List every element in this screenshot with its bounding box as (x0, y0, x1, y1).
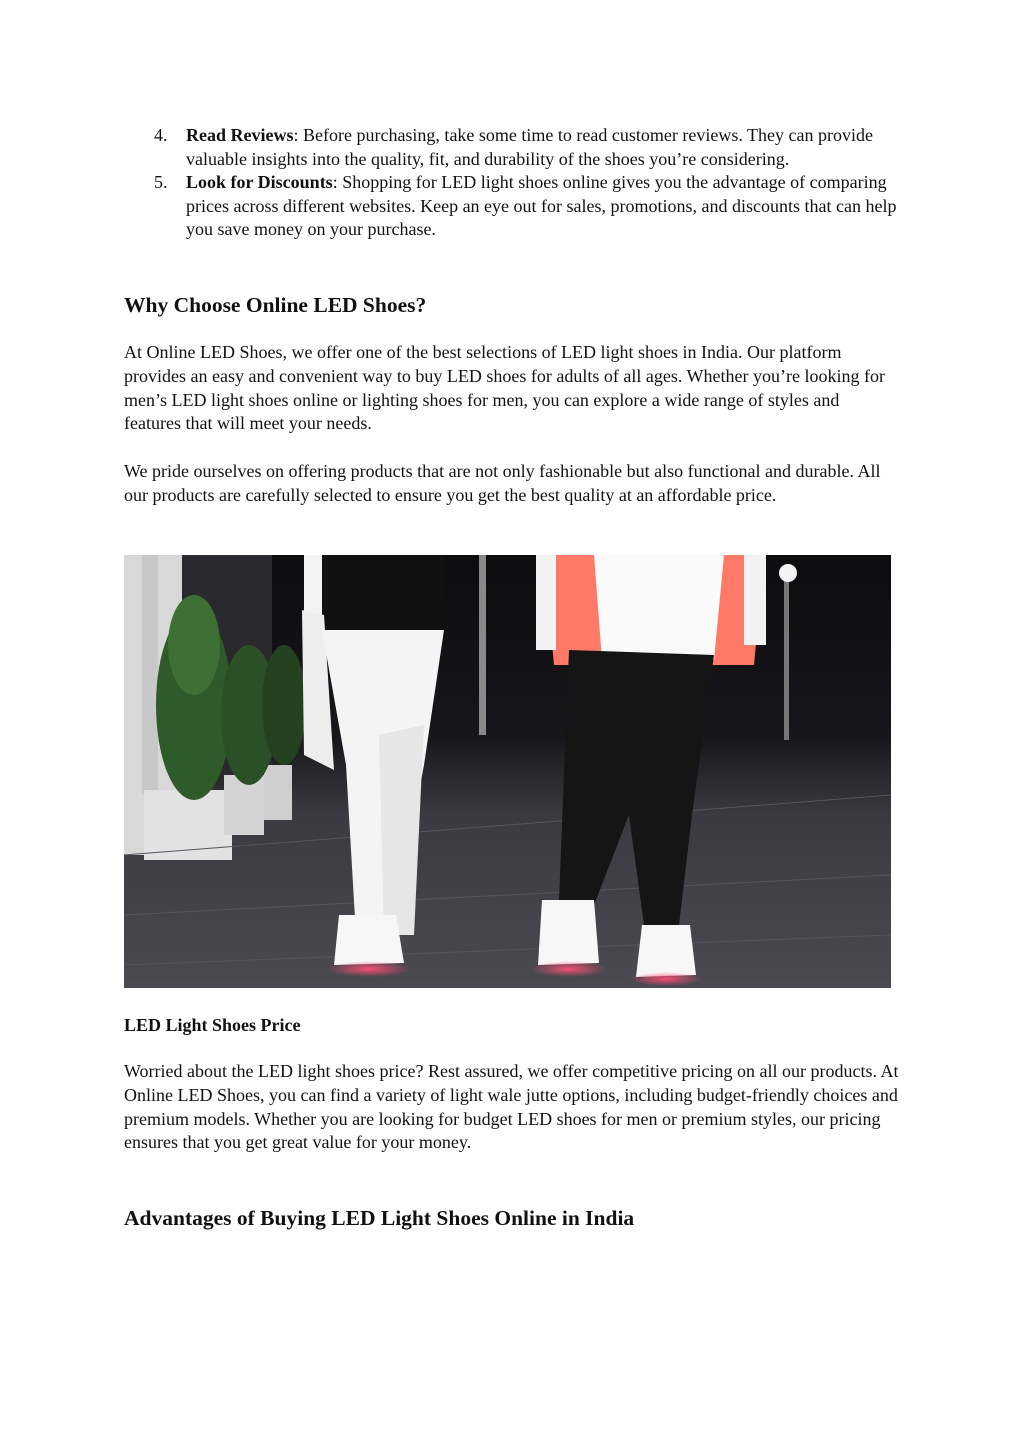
tips-list (124, 124, 904, 242)
photo-illustration (124, 555, 891, 988)
list-item (124, 124, 904, 171)
price-paragraph: Worried about the LED light shoes price? Rest assured, we offer competitive pricing on all our products. At Online LED Shoes, you can find a variety of light wale jutte options, including budget-friendly choices and premium models. Whether you are looking for budget LED shoes for men or premium styles, our pricing ensures that you get great value for your money. (124, 1061, 899, 1153)
list-item-number: 4. (154, 125, 168, 145)
list-item (124, 171, 904, 242)
list-item-number: 5. (154, 172, 168, 193)
list-item-text: : Shopping for LED light shoes online gives you the advantage of comparing prices across different websites. Keep an eye out for sales, promotions, and discounts that can help you save money on your purchase. (186, 172, 897, 240)
list-item-title: Read Reviews (186, 125, 294, 145)
list-item-title: Look for Discounts (186, 172, 333, 193)
led-shoes-photo (124, 555, 891, 988)
list-item-text: : Before purchasing, take some time to read customer reviews. They can provide valuable insights into the quality, fit, and durability of the shoes you’re considering. (186, 125, 873, 169)
price-heading: LED Light Shoes Price (124, 1015, 301, 1035)
why-paragraph-2: We pride ourselves on offering products that are not only fashionable but also functional and durable. All our products are carefully selected to ensure you get the best quality at an affordable price. (124, 461, 881, 505)
why-paragraph-1: At Online LED Shoes, we offer one of the best selections of LED light shoes in India. Our platform provides an easy and convenient way to buy LED shoes for adults of all ages. Whether you’re looking for men’s LED light shoes online or lighting shoes for men, you can explore a wide range of styles and features that will meet your needs. (124, 342, 885, 434)
advantages-heading: Advantages of Buying LED Light Shoes Online in India (124, 1206, 635, 1230)
why-heading: Why Choose Online LED Shoes? (124, 293, 427, 317)
